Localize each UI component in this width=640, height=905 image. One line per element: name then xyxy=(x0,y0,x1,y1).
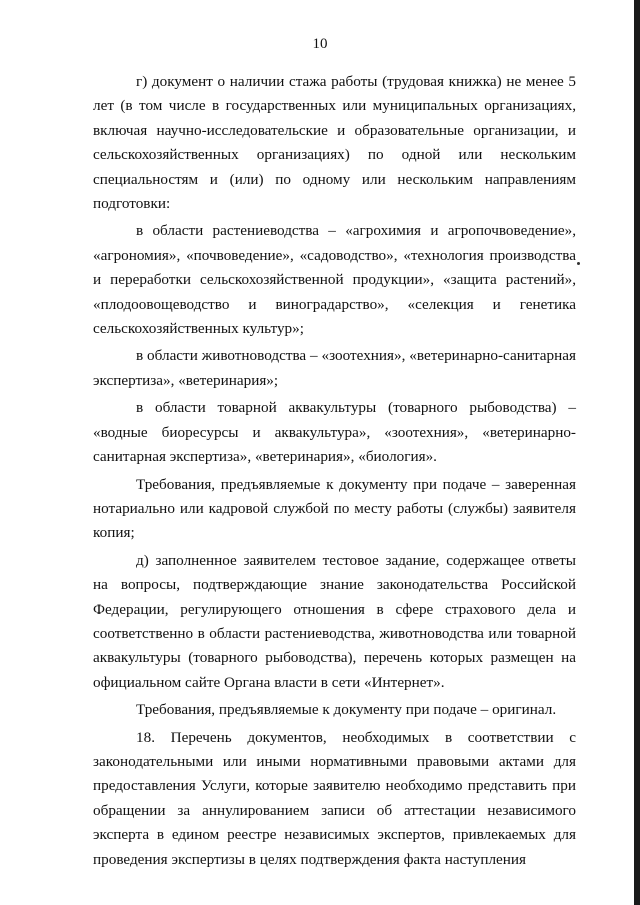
paragraph-work-experience-document: г) документ о наличии стажа работы (трудовая книжка) не менее 5 лет (в том числе в государственных или муниципальных организациях, включая научно-исследовательские и образовательные организации, и сельскохозяйственных организациях) по одной или нескольким специальностям и (или) по одному или нескольким направлениям подготовки: xyxy=(93,73,576,213)
scan-speck xyxy=(577,262,580,265)
paragraph-copy-requirements: Требования, предъявляемые к документу при подаче – заверенная нотариально или кадровой службой по месту работы (службы) заявителя копия; xyxy=(93,475,576,542)
page-number: 10 xyxy=(312,36,328,52)
paragraph-aquaculture-specialties: в области товарной аквакультуры (товарного рыбоводства) – «водные биоресурсы и аквакультура», «зоотехния», «ветеринарно-санитарная экспертиза», «ветеринария», «биология». xyxy=(93,399,576,466)
scan-edge-shadow xyxy=(634,0,640,905)
paragraph-original-requirements: Требования, предъявляемые к документу при подаче – оригинал. xyxy=(136,701,557,719)
document-body xyxy=(93,70,576,872)
paragraph-crop-production-specialties: в области растениеводства – «агрохимия и агропочвоведение», «агрономия», «почвоведение», «садоводство», «технология производства и переработки сельскохозяйственной продукции», «защита растений», «плодоовощеводство и виноградарство», «селекция и генетика сельскохозяйственных культур»; xyxy=(93,222,576,338)
paragraph-test-assignment: д) заполненное заявителем тестовое задание, содержащее ответы на вопросы, подтверждающие знание законодательства Российской Федерации, регулирующего отношения в сфере страхового дела и соответственно в области растениеводства, животноводства или товарной аквакультуры (товарного рыбоводства), перечень которых размещен на официальном сайте Органа власти в сети «Интернет». xyxy=(93,551,576,691)
paragraph-livestock-specialties: в области животноводства – «зоотехния», «ветеринарно-санитарная экспертиза», «ветеринария»; xyxy=(93,347,576,389)
paragraph-item-18: 18. Перечень документов, необходимых в соответствии с законодательными или иными нормативными правовыми актами для предоставления Услуги, которые заявителю необходимо представить при обращении за аннулированием записи об аттестации независимого эксперта в едином реестре независимых экспертов, привлекаемых для проведения экспертизы в целях подтверждения факта наступления xyxy=(93,728,576,868)
